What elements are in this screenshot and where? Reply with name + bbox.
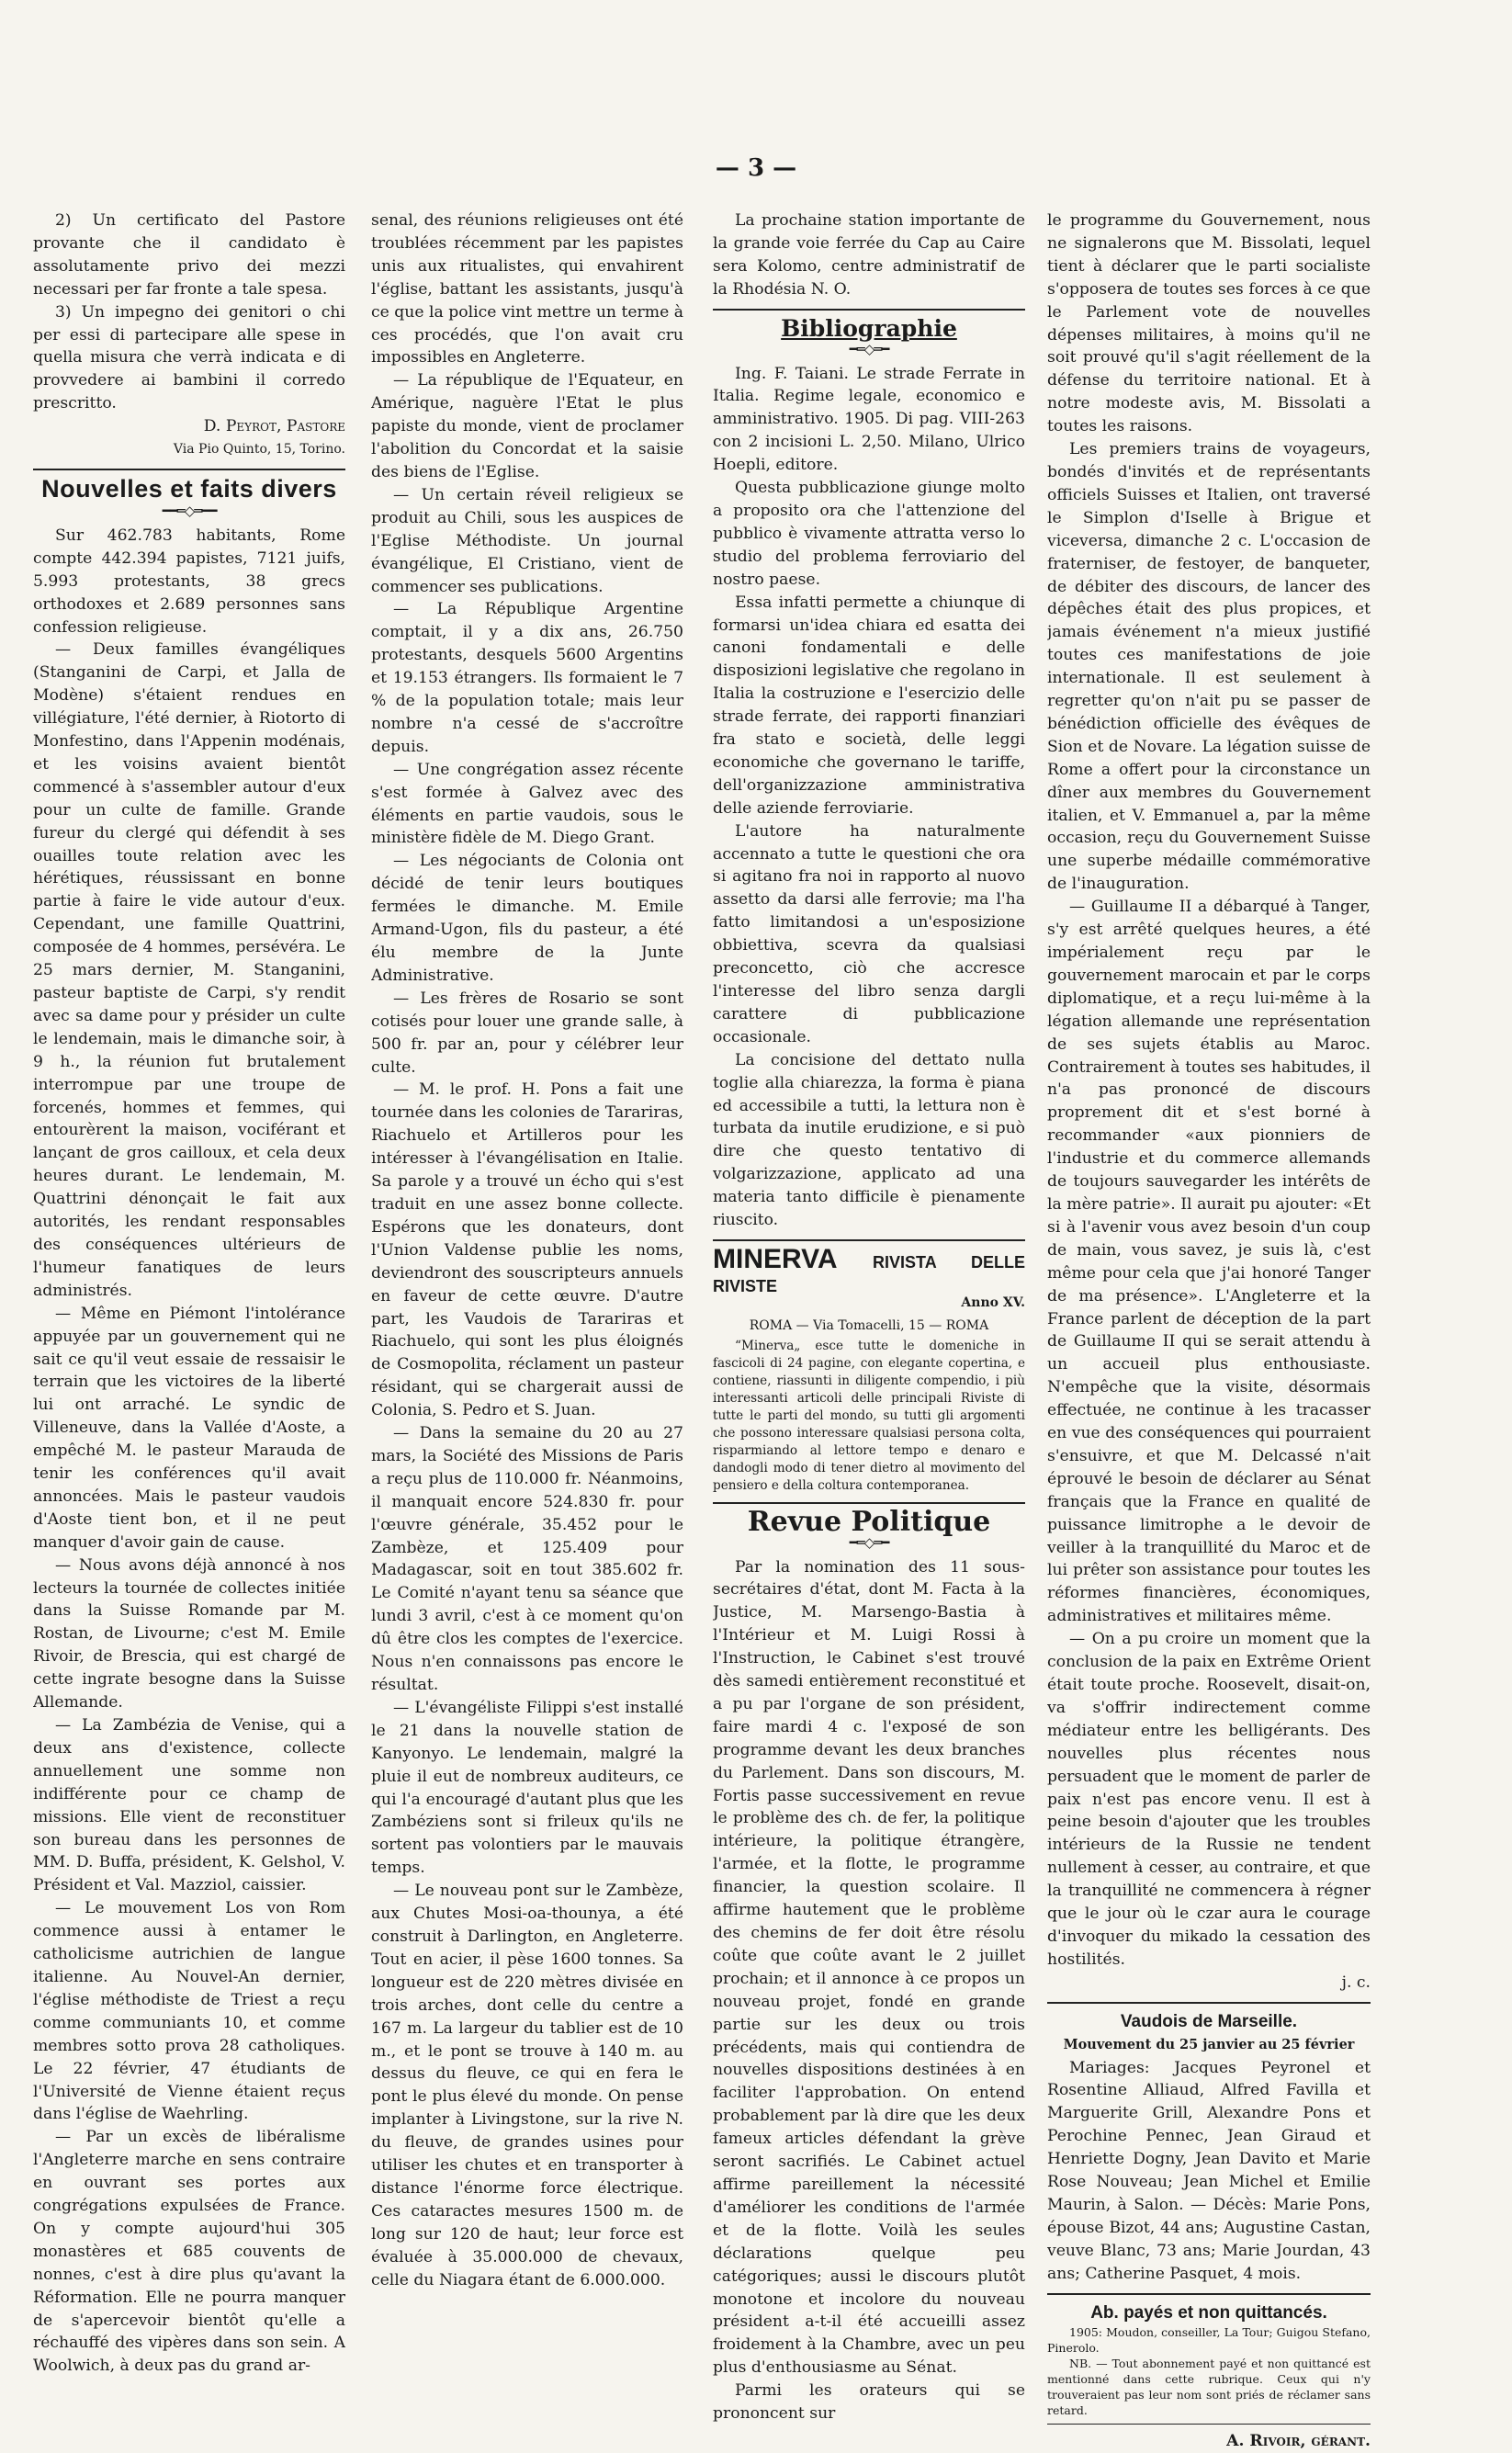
divider — [1047, 2002, 1371, 2004]
divider — [1047, 2293, 1371, 2295]
paragraph: — On a pu croire un moment que la conclusion de la paix en Extrême Orient était toute proche. Roosevelt, disait-on, va s'offrir indirectement comme médiateur entre les belligérants. Des nouvelles plus récentes nous persuadent que le moment de parler de paix n'est pas encore venu. Il est à peine besoin d'ajouter que les troubles intérieurs de la Russie ne tendent nullement à cesser, au contraire, et que la tranquillité ne commencera à régner que le jour où le czar aura le courage d'invoquer du mikado la cessation des hostilités. — [1047, 1630, 1371, 1969]
divider — [713, 1502, 1025, 1504]
manager-signature: A. Rivoir, gérant. — [1226, 2432, 1371, 2451]
divider — [713, 1239, 1025, 1241]
paragraph: — Guillaume II a débarqué à Tanger, s'y est arrêté quelques heures, a été impérialement reçu par le gouvernement marocain et par le corps diplomatique, et a reçu lui-même à la légation allemande une représentation de ses sujets établis au Maroc. Contrairement à toutes ses habitudes, il n'a pas prononcé de discours proprement dit et s'est borné à recommander «aux pionniers de l'industrie et du commerce allemands de toujours sauvegarder les intérêts de la mère patrie». Il aurait pu ajouter: «Et si à l'avenir vous avez besoin d'un coup de main, vous savez, je suis là, c'est même pour cela que j'ai honoré Tanger de ma présence». L'Angleterre et la France parlent de déception de la part de Guillaume II qui se serait attendu à un accueil plus enthousiaste. N'empêche que la visite, désormais effectuée, ne continue à les tracasser en vue des conséquences qui pourraient s'ensuivre, et que M. Delcassé n'ait éprouvé le besoin de déclarer au Sénat français que la France en qualité de puissance limitrophe a le devoir de veiller à la tranquillité du Maroc et de lui prêter son assistance pour toutes les réformes financières, économiques, administratives et militaires même. — [1047, 898, 1371, 1626]
paragraph: — La Zambézia de Venise, qui a deux ans d'existence, collecte annuellement une somme non indifférente pour ce champ de missions. Elle vient de reconstituer son bureau dans les personnes de MM. D. Buffa, président, K. Gelshol, V. Président et Val. Mazziol, caissier. — [33, 1716, 345, 1895]
paragraph: — L'évangéliste Filippi s'est installé le 21 dans la nouvelle station de Kanyonyo. Le lendemain, malgré la pluie il eut de nombreux auditeurs, ce qui l'a encouragé d'autant plus que les Zambéziens sont si frileux qu'ils ne sortent pas volontiers par le mauvais temps. — [371, 1698, 683, 1878]
minerva-subtitle: RIVISTA DELLE RIVISTE — [713, 1252, 1025, 1295]
paragraph: — Nous avons déjà annoncé à nos lecteurs la tournée de collectes initiée dans la Suisse Romande par M. Rostan, de Livourne; c'est M. Emile Rivoir, de Brescia, qui est chargé de cette ingrate besogne dans la Suisse Allemande. — [33, 1555, 345, 1713]
paragraph: le programme du Gouvernement, nous ne signalerons que M. Bissolati, lequel tient à déclarer que le parti socialiste s'opposera de toutes ses forces à ce que le Parlement vote de nouvelles dépenses militaires, à moins qu'il ne soit prouvé qu'il s'agit réellement de la défense du territoire national. Et à notre modeste avis, M. Bissolati a toutes les raisons. — [1047, 211, 1371, 436]
paragraph: — Un certain réveil religieux se produit au Chili, sous les auspices de l'Eglise Méthodiste. Un journal évangélique, El Cristiano, vient de commencer ses publications. — [371, 485, 683, 596]
paragraph: — Les frères de Rosario se sont cotisés pour louer une grande salle, à 500 fr. par an, pour y célébrer leur culte. — [371, 989, 683, 1077]
address: Via Pio Quinto, 15, Torino. — [173, 442, 345, 458]
ornament: ━━═◇═━━ — [162, 502, 217, 519]
paragraph: Par la nomination des 11 sous-secrétaires d'état, dont M. Facta à la Justice, M. Marsengo-Bastia à l'Intérieur et M. Luigi Rossi à l'Instruction, le Cabinet s'est trouvé dès samedi entièrement reconstitué et a pu par l'organe de son président, faire mardi 4 c. l'exposé de son programme devant les deux branches du Parlement. Dans son discours, M. Fortis passe successivement en revue le problème des ch. de fer, la politique intérieure, la politique étrangère, l'armée, et la flotte, le programme financier, la question scolaire. Il affirme hautement que le problème des chemins de fer doit être résolu coûte que coûte avant le 2 juillet prochain; et il annonce à ce propos un nouveau projet, fondé en grande partie sur les deux ou trois précédents, mais qui contiendra de nouvelles dispositions destinées à en faciliter l'approbation. On entend probablement par là dire que les deux fameux articles défendant la grève seront sacrifiés. Le Cabinet actuel affirme pareillement la nécessité d'améliorer les conditions de l'armée et de la flotte. Voilà les seules déclarations quelque peu catégoriques; aussi le discours plutôt monotone et incolore du nouveau président a-t-il été accueilli assez froidement à la Chambre, avec un peu plus d'enthousiasme au Sénat. — [713, 1557, 1025, 2378]
section-subheading: Mouvement du 25 janvier au 25 février — [1063, 2036, 1355, 2052]
section-heading: Bibliographie — [781, 314, 957, 342]
paragraph: — Le mouvement Los von Rom commence aussi à entamer le catholicisme autrichien de langue italienne. Au Nouvel-An dernier, l'église méthodiste de Triest a reçu comme communiants 10, et comme membres sotto prova 28 catholiques. Le 22 février, 47 étudiants de l'Université de Vienne étaient reçus dans l'église de Waehrling. — [33, 1899, 345, 2124]
paragraph: senal, des réunions religieuses ont été troublées récemment par les papistes unis aux ritualistes, qui envahirent l'église, battant les assistants, jusqu'à ce que la police vint mettre un terme à ces procédés, que l'on avait cru impossibles en Angleterre. — [371, 211, 683, 367]
paragraph: — Les négociants de Colonia ont décidé de tenir leurs boutiques fermées le dimanche. M. Emile Armand-Ugon, fils du pasteur, a été élu membre de la Junte Administrative. — [371, 852, 683, 985]
paragraph: — La république de l'Equateur, en Amérique, naguère l'Etat le plus papiste du monde, vient de proclamer l'abolition du Concordat et la saisie des biens de l'Eglise. — [371, 371, 683, 481]
minerva-text: “Minerva„ esce tutte le domeniche in fascicoli di 24 pagine, con elegante copertina, e contiene, riassunti in diligente compendio, i più interessanti articoli delle principali Riviste di tutte le parti del mondo, su tutti gli argomenti che possono interessare qualsiasi persona colta, risparmiando al lettore tempo e denaro e dandogli modo di tener dietro al movimento del pensiero e della coltura contemporanea. — [713, 1338, 1025, 1493]
minerva-title: MINERVA — [713, 1243, 838, 1274]
column-3 — [713, 209, 1025, 2425]
paragraph: — Dans la semaine du 20 au 27 mars, la Société des Missions de Paris a reçu plus de 110.000 fr. Néanmoins, il manquait encore 524.830 fr. pour l'œuvre générale, 35.452 pour le Zambèze, et 125.409 pour Madagascar, soit en tout 385.602 fr. Le Comité n'ayant tenu sa séance que lundi 3 avril, c'est à ce moment qu'on dû être clos les comptes de l'exercice. Nous n'en connaissons pas encore le résultat. — [371, 1424, 683, 1694]
divider — [33, 469, 345, 470]
paragraph: Sur 462.783 habitants, Rome compte 442.394 papistes, 7121 juifs, 5.993 protestants, 38 grecs orthodoxes et 2.689 personnes sans confession religieuse. — [33, 526, 345, 637]
book-reference: Ing. F. Taiani. Le strade Ferrate in Italia. Regime legale, economico e amministrativo. 1905. Di pag. VIII-263 con 2 incisioni L. 2,50. Milano, Ulrico Hoepli, editore. — [713, 364, 1025, 475]
column-4 — [1047, 209, 1371, 2453]
minerva-ad — [713, 1243, 1025, 1495]
section-heading: Vaudois de Marseille. — [1120, 2011, 1298, 2031]
signature: j. c. — [1341, 1973, 1371, 1992]
divider — [1047, 2424, 1371, 2425]
paragraph: — Une congrégation assez récente s'est formée à Galvez avec des éléments en partie vaudois, sous le ministère fidèle de M. Diego Grant. — [371, 760, 683, 848]
paragraph: Questa pubblicazione giunge molto a proposito ora che l'attenzione del pubblico è vivamente attratta verso lo studio del problema ferroviario del nostro paese. — [713, 479, 1025, 589]
divider — [713, 309, 1025, 311]
paragraph: 3) Un impegno dei genitori o chi per essi di partecipare alle spese in quella misura che verrà indicata e di provvedere ai bambini il corredo prescritto. — [33, 302, 345, 413]
paragraph: 2) Un certificato del Pastore provante che il candidato è assolutamente privo dei mezzi necessari per far fronte a tale spesa. — [33, 211, 345, 299]
section-heading: Ab. payés et non quittancés. — [1090, 2302, 1327, 2323]
paragraph: Parmi les orateurs qui se prononcent sur — [713, 2381, 1025, 2424]
paragraph: La concisione del dettato nulla toglie alla chiarezza, la forma è piana ed accessibile a tutti, la lettura non è turbata da inutile erudizione, e si può dire che questo tentativo di volgarizzazione, applicato ad una materia tanto difficile è pienamente riuscito. — [713, 1050, 1025, 1230]
minerva-year: Anno XV. — [961, 1294, 1025, 1310]
page-number: — 3 — — [715, 154, 797, 182]
section-heading: Nouvelles et faits divers — [41, 474, 337, 503]
paragraph: — Deux familles évangéliques (Stanganini de Carpi, et Jalla de Modène) s'étaient rendues en villégiature, l'été dernier, à Riotorto di Monfestino, dans l'Appenin modénais, et les voisins avaient bientôt commencé à s'assembler autour d'eux pour un culte de famille. Grande fureur du clergé qui défendit à ses ouailles toute relation avec les hérétiques, réussissant en bonne partie à faire le vide autour d'eux. Cependant, une famille Quattrini, composée de 4 hommes, persévéra. Le 25 mars dernier, M. Stanganini, pasteur baptiste de Carpi, s'y rendit avec sa dame pour y présider un culte le lendemain, mais le dimanche soir, à 9 h., la réunion fut brutalement interrompue par une troupe de forcenés, hommes et femmes, qui entourèrent la maison, vociférant et lançant de gros cailloux, et cela deux heures durant. Le lendemain, M. Quattrini dénonçait le fait aux autorités, les rendant responsables des conséquences ultérieurs de l'humeur fanatiques de leurs administrés. — [33, 640, 345, 1300]
minerva-address: ROMA — Via Tomacelli, 15 — ROMA — [749, 1317, 989, 1333]
paragraph: — Le nouveau pont sur le Zambèze, aux Chutes Mosi-oa-thounya, a été construit à Darlington, en Angleterre. Tout en acier, il pèse 1600 tonnes. Sa longueur est de 220 mètres divisée en trois arches, dont celle du centre a 167 m. La largeur du tablier est de 10 m., et le pont se trouve à 140 m. au dessus du fleuve, ce qui en fera le pont le plus élevé du monde. On pense implanter à Livingstone, sur la rive N. du fleuve, de grandes usines pour utiliser les chutes et en transporter à distance l'énorme force électrique. Ces cataractes mesures 1500 m. de long sur 120 de haut; leur force est évaluée à 35.000.000 de chevaux, celle du Niagara étant de 6.000.000. — [371, 1882, 683, 2289]
paragraph: L'autore ha naturalmente accennato a tutte le questioni che ora si agitano fra noi in rapporto al nuovo assetto da darsi alle ferrovie; ma l'ha fatto limitandosi a un'esposizione obbiettiva, scevra da qualsiasi preconcetto, ciò che accresce l'interesse del libro senza dargli carattere di pubblicazione occasionale. — [713, 821, 1025, 1046]
ornament: ━═◇═━ — [849, 340, 889, 357]
paragraph: — Même en Piémont l'intolérance appuyée par un gouvernement qui ne sait ce qu'il veut essaie de ressaisir le terrain que les victoires de la liberté lui ont arraché. Le syndic de Villeneuve, dans la Vallée d'Aoste, a empêché M. le pasteur Marauda de tenir les conférences qu'il avait annoncées. Mais le pasteur vaudois d'Aoste tient bon, et il ne peut manquer d'avoir gain de cause. — [33, 1304, 345, 1552]
paragraph: — Par un excès de libéralisme l'Angleterre marche en sens contraire en ouvrant ses portes aux congrégations expulsées de France. On y compte aujourd'hui 305 monastères et 685 couvents de nonnes, c'est à dire plus qu'avant la Réformation. Elle ne pourra manquer de s'apercevoir bientôt qu'elle a réchauffé des vipères dans son sein. A Woolwich, à deux pas du grand ar- — [33, 2128, 345, 2376]
paragraph: Mariages: Jacques Peyronel et Rosentine Alliaud, Alfred Favilla et Marguerite Grill, Alexandre Pons et Perochine Pennec, Jean Giraud et Henriette Dogny, Jean Davito et Marie Rose Nouveau; Jean Michel et Emilie Maurin, à Salon. — Décès: Marie Pons, épouse Bizot, 44 ans; Augustine Castan, veuve Blanc, 73 ans; Marie Jourdan, 43 ans; Catherine Pasquet, 4 mois. — [1047, 2058, 1371, 2283]
paragraph: 1905: Moudon, conseiller, La Tour; Guigou Stefano, Pinerolo. — [1047, 2325, 1371, 2356]
section-heading: Revue Politique — [747, 1505, 991, 1538]
paragraph: — M. le prof. H. Pons a fait une tournée dans les colonies de Tarariras, Riachuelo et Artilleros pour les intéresser à l'évangélisation en Italie. Sa parole y a trouvé un écho qui s'est traduit en une assez bonne collecte. Espérons que les donateurs, dont l'Union Valdense publie les noms, deviendront des souscripteurs annuels en faveur de cette œuvre. D'autre part, les Vaudois de Tarariras et Riachuelo, qui sont les plus éloignés de Cosmopolita, réclament un pasteur résidant, qui se chargerait aussi de Colonia, S. Pedro et S. Juan. — [371, 1080, 683, 1420]
paragraph: Les premiers trains de voyageurs, bondés d'invités et de représentants officiels Suisses et Italien, ont traversé le Simplon d'Iselle à Brigue et viceversa, dimanche 2 c. L'occasion de fraterniser, de festoyer, de banqueter, de débiter des discours, de lancer des dépêches était des plus propices, et jamais événement n'a mieux justifié toutes ces manifestations de joie internationale. Il est seulement à regretter qu'on n'ait pu se passer de bénédiction officielle des évêques de Sion et de Novare. La légation suisse de Rome a offert pour la circonstance un dîner aux membres du Gouvernement italien, et V. Emmanuel a, par la même occasion, reçu du Gouvernement Suisse une superbe médaille commémorative de l'inauguration. — [1047, 440, 1371, 894]
signature: D. Peyrot, Pastore — [203, 417, 345, 436]
column-1 — [33, 209, 345, 2378]
paragraph: Essa infatti permette a chiunque di formarsi un'idea chiara ed esatta dei canoni fondamentali e delle disposizioni legislative che regolano in Italia la costruzione e l'esercizio delle strade ferrate, dei rapporti finanziari fra stato e società, delle leggi economiche che governano le tariffe, dell'organizzazione amministrativa delle aziende ferroviarie. — [713, 593, 1025, 818]
notice: NB. — Tout abonnement payé et non quittancé est mentionné dans cette rubrique. Ceux qui n'y trouveraient pas leur nom sont priés de réclamer sans retard. — [1047, 2357, 1371, 2418]
paragraph: La prochaine station importante de la grande voie ferrée du Cap au Caire sera Kolomo, centre administratif de la Rhodésia N. O. — [713, 211, 1025, 299]
column-2 — [371, 209, 683, 2291]
ornament: ━═◇═━ — [849, 1533, 889, 1551]
paragraph: — La République Argentine comptait, il y a dix ans, 26.750 protestants, desquels 5600 Argentins et 19.153 étrangers. Ils formaient le 7 % de la population totale; mais leur nombre n'a cessé de s'accroître depuis. — [371, 600, 683, 756]
